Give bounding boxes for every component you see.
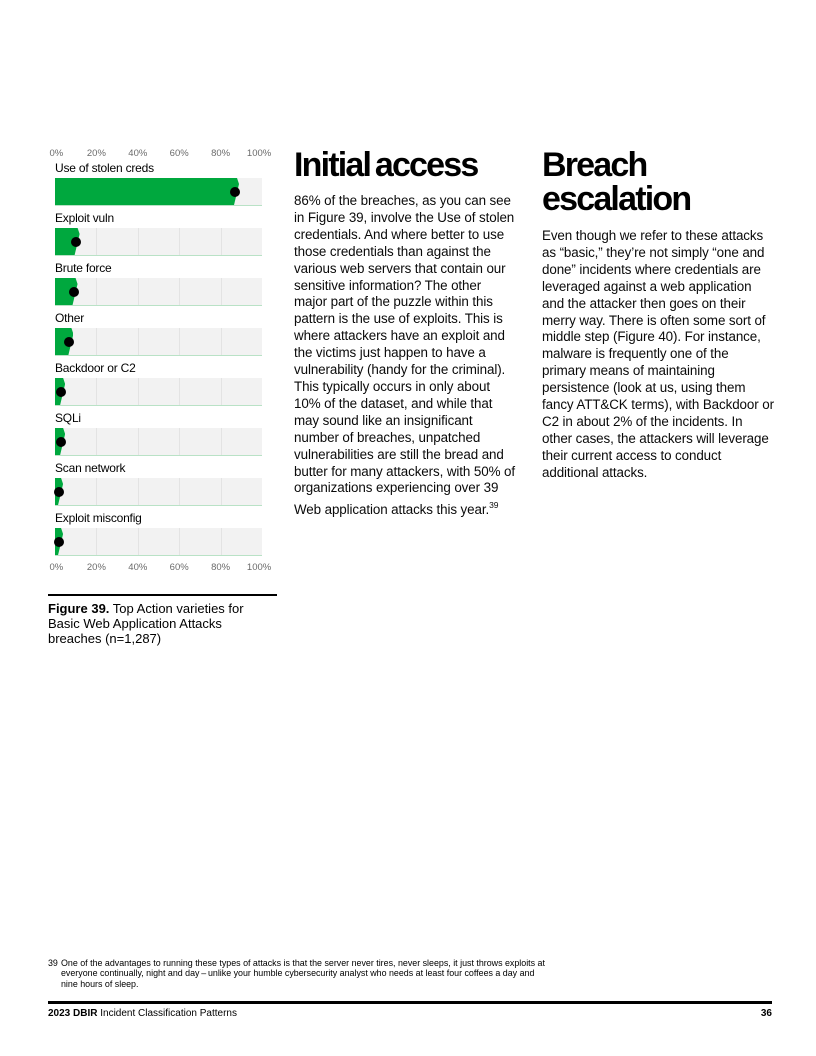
chart-row	[55, 512, 262, 556]
chart	[49, 148, 272, 573]
gridline	[96, 278, 97, 305]
gridline	[179, 228, 180, 255]
figure-caption-label: Figure 39.	[48, 601, 110, 616]
footnote-text: One of the advantages to running these types of attacks is that the server never tires, never sleeps, it just throws exploits at everyone continually, night and day – unlike your humble cybersecurity analyst who needs at least four coffees a day and nine hours of sleep.	[61, 958, 545, 989]
value-dot	[56, 437, 66, 447]
footnote-39	[48, 958, 550, 989]
bar-track	[55, 428, 262, 456]
axis-tick-label: 80%	[211, 562, 231, 573]
bar-track	[55, 278, 262, 306]
axis-tick-label: 60%	[169, 562, 189, 573]
value-dot	[54, 487, 64, 497]
bar	[55, 178, 239, 205]
gridline	[221, 378, 222, 405]
chart-row	[55, 362, 262, 406]
gridline	[179, 328, 180, 355]
axis-tick-label: 20%	[86, 148, 106, 159]
breach-escalation-body: Even though we refer to these attacks as “basic,” they’re not simply “one and done” incidents where credentials are leveraged against a web application and the attacker then goes on their merry way. There is often some sort of middle step (Figure 40). For instance, malware is frequently one of the primary means of maintaining persistence (look at us, using them fancy ATT&CK terms), with Backdoor or C2 in about 2% of the incidents. In other cases, the attackers will leverage their current access to conduct additional attacks.	[542, 228, 774, 480]
axis-tick-label: 0%	[49, 562, 64, 573]
footnote-number: 39	[48, 958, 58, 968]
gridline	[221, 528, 222, 555]
figure-39-chart-column	[48, 148, 277, 646]
gridline	[179, 478, 180, 505]
category-label: Backdoor or C2	[55, 361, 136, 375]
gridline	[179, 528, 180, 555]
gridline	[221, 228, 222, 255]
gridline	[138, 428, 139, 455]
column-initial-access	[294, 148, 516, 519]
caption-rule	[48, 594, 277, 596]
gridline	[221, 428, 222, 455]
category-label: Other	[55, 311, 85, 325]
gridline	[96, 478, 97, 505]
bar-track	[55, 178, 262, 206]
value-dot	[69, 287, 79, 297]
axis-tick-label: 80%	[211, 148, 231, 159]
gridline	[138, 228, 139, 255]
chart-row	[55, 312, 262, 356]
value-dot	[54, 537, 64, 547]
chart-row	[55, 212, 262, 256]
breach-escalation-heading: Breach escalation	[542, 146, 691, 218]
footer-section-title: Incident Classification Patterns	[97, 1008, 237, 1019]
gridline	[138, 278, 139, 305]
axis-tick-label: 60%	[169, 148, 189, 159]
category-label: Brute force	[55, 261, 112, 275]
footer-page-number: 36	[760, 1008, 772, 1019]
value-dot	[230, 187, 240, 197]
bar-track	[55, 228, 262, 256]
gridline	[96, 528, 97, 555]
footnote-reference-39: 39	[489, 500, 499, 511]
category-label: Use of stolen creds	[55, 161, 154, 175]
category-label: Scan network	[55, 461, 126, 475]
gridline	[221, 278, 222, 305]
footer-rule	[48, 1001, 772, 1004]
chart-axis-bottom	[49, 562, 272, 573]
value-dot	[56, 387, 66, 397]
axis-tick-label: 40%	[128, 562, 148, 573]
axis-tick-label: 100%	[246, 562, 272, 573]
gridline	[96, 228, 97, 255]
gridline	[179, 428, 180, 455]
gridline	[221, 328, 222, 355]
gridline	[138, 378, 139, 405]
chart-row	[55, 262, 262, 306]
gridline	[179, 378, 180, 405]
bar-track	[55, 328, 262, 356]
gridline	[138, 328, 139, 355]
bar-track	[55, 478, 262, 506]
value-dot	[71, 237, 81, 247]
axis-tick-label: 100%	[246, 148, 272, 159]
axis-tick-label: 20%	[86, 562, 106, 573]
chart-row	[55, 412, 262, 456]
initial-access-body-text: 86% of the breaches, as you can see in Figure 39, involve the Use of stolen credentials. And where better to use those credentials than against the various web servers that contain our sensitive information? The other major part of the puzzle within this pattern is the use of exploits. This is where attackers have an exploit and the victims just happen to have a vulnerability (handy for the criminal). This typically occurs in only about 10% of the dataset, and while that may sound like an insignificant number of breaches, unpatched vulnerabilities are still the bread and butter for many attackers, with 50% of organizations experiencing over 39 Web application attacks this year.	[294, 193, 515, 518]
page-footer	[48, 1008, 772, 1020]
bar-track	[55, 528, 262, 556]
figure-caption-text: Top Action varieties for Basic Web Application Attacks breaches (n=1,287)	[48, 601, 244, 646]
value-dot	[64, 337, 74, 347]
gridline	[96, 378, 97, 405]
axis-tick-label: 0%	[49, 148, 64, 159]
category-label: Exploit misconfig	[55, 511, 142, 525]
initial-access-body	[294, 193, 516, 519]
chart-axis-top	[49, 148, 272, 159]
gridline	[96, 428, 97, 455]
gridline	[138, 478, 139, 505]
gridline	[96, 328, 97, 355]
column-breach-escalation	[542, 148, 776, 482]
gridline	[221, 478, 222, 505]
axis-tick-label: 40%	[128, 148, 148, 159]
gridline	[138, 528, 139, 555]
chart-row	[55, 462, 262, 506]
initial-access-heading: Initial access	[294, 146, 478, 184]
footer-report-title: 2023 DBIR	[48, 1008, 98, 1019]
gridline	[179, 278, 180, 305]
category-label: Exploit vuln	[55, 211, 114, 225]
bar-track	[55, 378, 262, 406]
chart-row	[55, 162, 262, 206]
figure-caption	[48, 601, 277, 646]
category-label: SQLi	[55, 411, 81, 425]
